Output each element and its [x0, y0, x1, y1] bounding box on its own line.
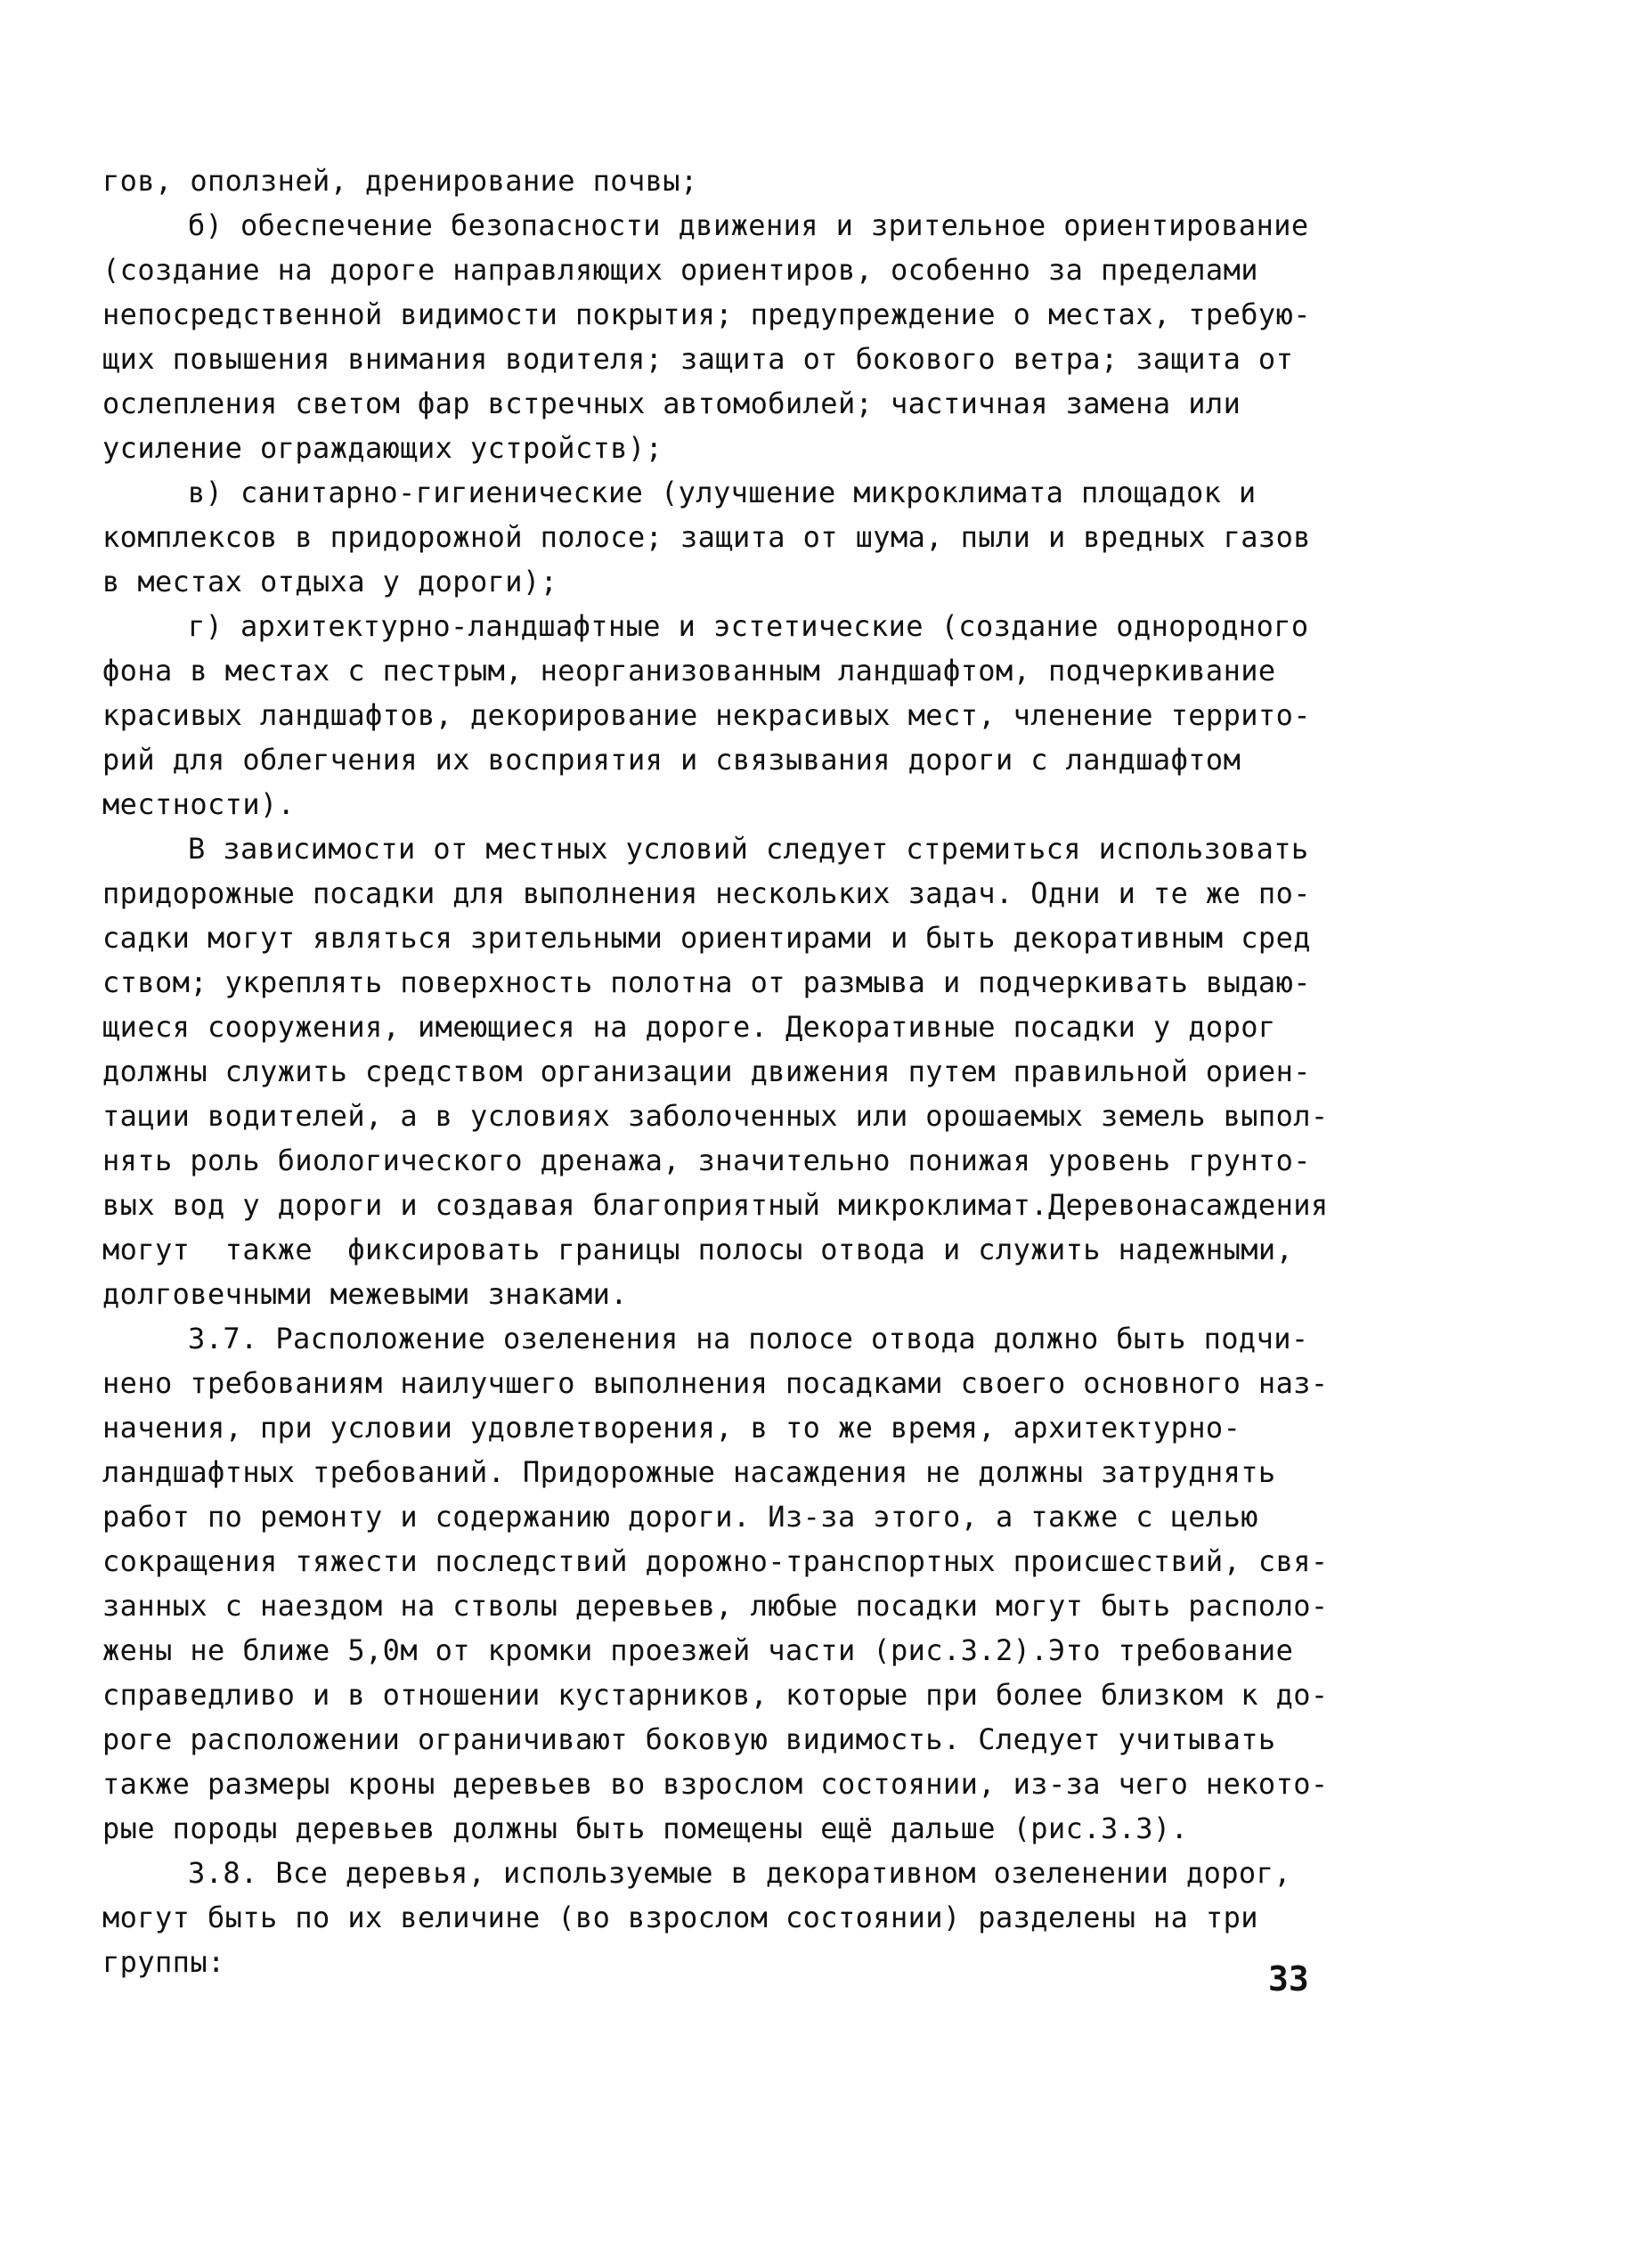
text-line: ством; укреплять поверхность полотна от размыва и подчеркивать выдаю-: [102, 965, 1311, 999]
text-line: справедливо и в отношении кустарников, которые при более близком к до-: [102, 1678, 1329, 1712]
text-line: щиеся сооружения, имеющиеся на дороге. Декоративные посадки у дорог: [102, 1010, 1276, 1044]
text-line: в местах отдыха у дороги);: [102, 565, 558, 598]
text-line: в) санитарно-гигиенические (улучшение микроклимата площадок и: [188, 476, 1257, 509]
text-line: б) обеспечение безопасности движения и зрительное ориентирование: [188, 208, 1309, 242]
text-line: 3.8. Все деревья, используемые в декоративном озеленении дорог,: [188, 1856, 1291, 1890]
text-line: могут также фиксировать границы полосы отвода и служить надежными,: [102, 1233, 1294, 1266]
text-line: также размеры кроны деревьев во взрослом состоянии, из-за чего некото-: [102, 1767, 1329, 1801]
text-line: придорожные посадки для выполнения нескольких задач. Одни и те же по-: [102, 876, 1311, 910]
text-line: занных с наездом на стволы деревьев, любые посадки могут быть располо-: [102, 1589, 1329, 1623]
text-line: могут быть по их величине (во взрослом состоянии) разделены на три: [102, 1901, 1258, 1934]
text-line: нять роль биологического дренажа, значительно понижая уровень грунто-: [102, 1144, 1311, 1177]
text-line: 3.7. Расположение озеленения на полосе отвода должно быть подчи-: [188, 1322, 1309, 1355]
text-line: фона в местах с пестрым, неорганизованным ландшафтом, подчеркивание: [102, 654, 1276, 688]
text-line: рые породы деревьев должны быть помещены ещё дальше (рис.3.3).: [102, 1811, 1189, 1845]
text-line: должны служить средством организации движения путем правильной ориен-: [102, 1054, 1311, 1088]
text-line: рий для облегчения их восприятия и связывания дороги с ландшафтом: [102, 743, 1241, 777]
text-line: долговечными межевыми знаками.: [102, 1277, 628, 1311]
text-line: нено требованиям наилучшего выполнения посадками своего основного наз-: [102, 1366, 1329, 1400]
text-line: ослепления светом фар встречных автомобилей; частичная замена или: [102, 387, 1241, 420]
text-line: комплексов в придорожной полосе; защита от шума, пыли и вредных газов: [102, 520, 1311, 554]
text-line: работ по ремонту и содержанию дороги. Из-за этого, а также с целью: [102, 1500, 1258, 1534]
text-line: группы:: [102, 1945, 225, 1979]
text-line: садки могут являться зрительными ориентирами и быть декоративным сред: [102, 921, 1311, 955]
text-line: сокращения тяжести последствий дорожно-транспортных происшествий, свя-: [102, 1544, 1329, 1578]
text-line: гов, оползней, дренирование почвы;: [102, 164, 698, 198]
text-line: жены не ближе 5,0м от кромки проезжей части (рис.3.2).Это требование: [102, 1633, 1294, 1667]
body-text: [102, 159, 1349, 1984]
text-line: роге расположении ограничивают боковую видимость. Следует учитывать: [102, 1722, 1276, 1756]
page-number: 33: [1268, 1959, 1309, 1999]
text-line: ландшафтных требований. Придорожные насаждения не должны затруднять: [102, 1455, 1276, 1489]
text-line: тации водителей, а в условиях заболоченных или орошаемых земель выпол-: [102, 1099, 1329, 1133]
text-line: вых вод у дороги и создавая благоприятный микроклимат.Деревонасаждения: [102, 1188, 1329, 1222]
text-line: щих повышения внимания водителя; защита от бокового ветра; защита от: [102, 342, 1294, 376]
text-line: г) архитектурно-ландшафтные и эстетические (создание однородного: [188, 609, 1309, 643]
text-line: начения, при условии удовлетворения, в то же время, архитектурно-: [102, 1411, 1241, 1445]
text-line: непосредственной видимости покрытия; предупреждение о местах, требую-: [102, 297, 1311, 331]
text-line: (создание на дороге направляющих ориентиров, особенно за пределами: [102, 253, 1258, 287]
text-line: красивых ландшафтов, декорирование некрасивых мест, членение террито-: [102, 698, 1311, 732]
text-line: В зависимости от местных условий следует стремиться использовать: [188, 832, 1309, 866]
text-line: местности).: [102, 787, 296, 821]
text-line: усиление ограждающих устройств);: [102, 431, 663, 465]
